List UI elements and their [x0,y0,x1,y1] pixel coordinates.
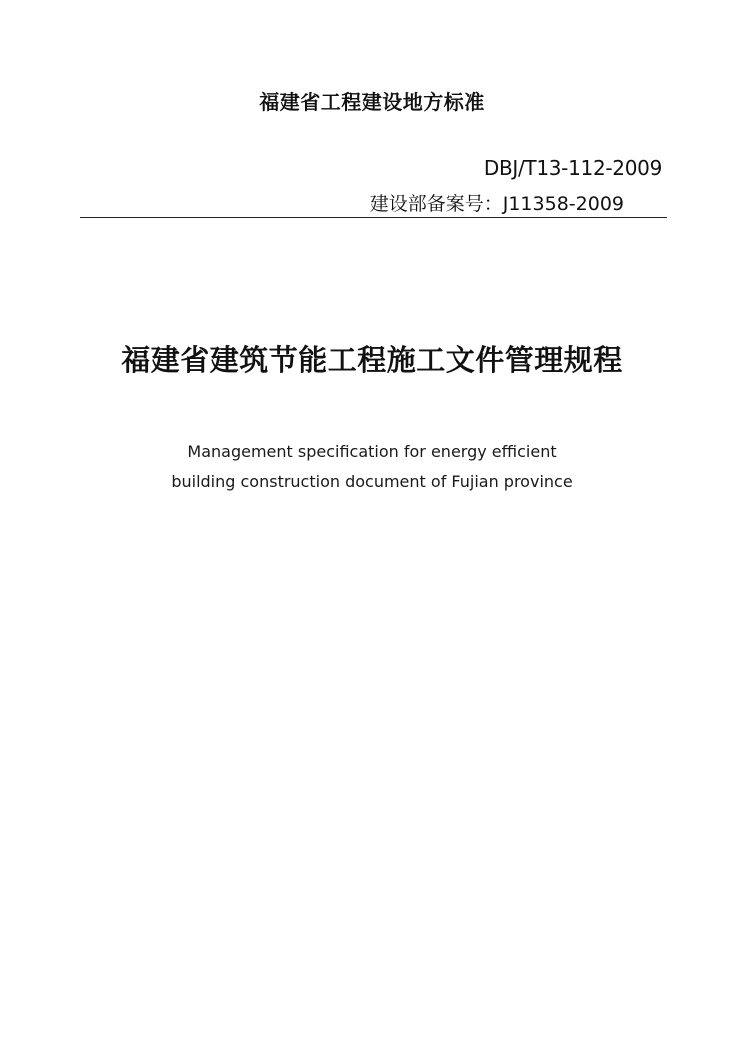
filing-label: 建设部备案号： [369,193,503,215]
standard-category-title: 福建省工程建设地方标准 [259,90,485,114]
filing-record [370,189,624,216]
filing-number: J11358-2009 [502,193,624,215]
english-subtitle-line-2: building construction document of Fujian province [171,472,573,491]
document-title: 福建省建筑节能工程施工文件管理规程 [121,343,623,377]
header-divider [80,217,667,218]
standard-number: DBJ/T13-112-2009 [483,156,662,180]
english-subtitle-line-1: Management specification for energy efficient [187,442,557,461]
